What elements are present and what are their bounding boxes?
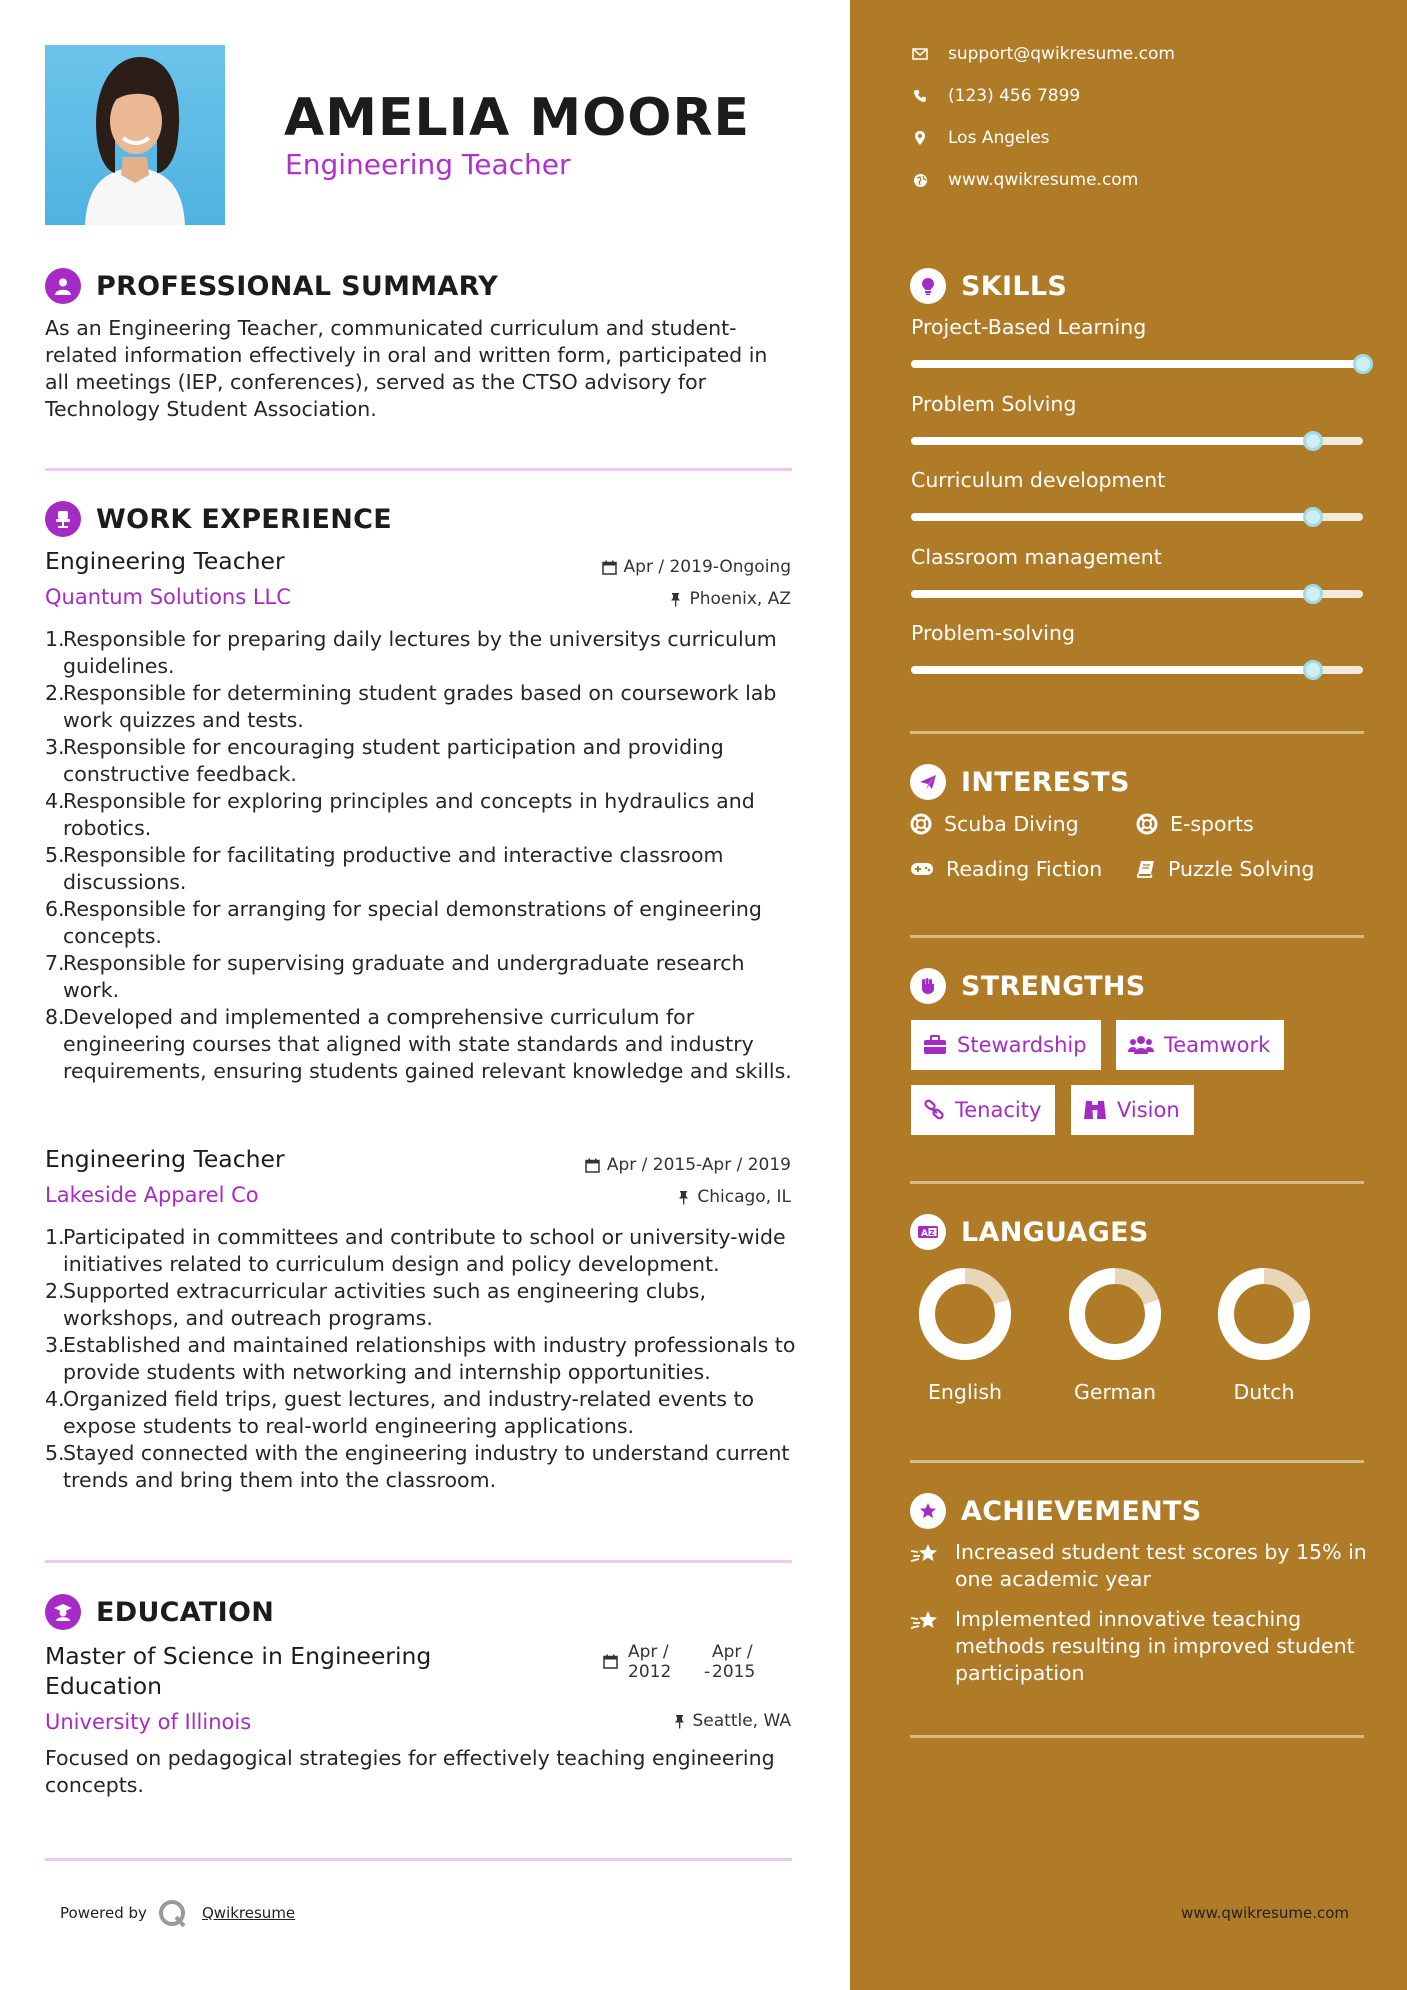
- skill-level-knob: [1353, 354, 1373, 374]
- job-location: [677, 1187, 791, 1207]
- divider: [910, 1460, 1364, 1463]
- skill-level-knob: [1303, 660, 1323, 680]
- duty-number: 1.: [45, 1225, 65, 1249]
- skill-bar-fill: [911, 513, 1313, 521]
- job-duties: [45, 626, 800, 1085]
- duty-number: 1.: [45, 627, 65, 651]
- duty-number: 4.: [45, 1387, 65, 1411]
- shooting-star-icon: [910, 1609, 940, 1633]
- briefcase-icon: [923, 1035, 947, 1055]
- job-duties: [45, 1224, 800, 1494]
- interest-label: Reading Fiction: [946, 857, 1103, 881]
- users-icon: [1128, 1035, 1154, 1055]
- qwikresume-link[interactable]: Qwikresume: [202, 1904, 296, 1922]
- skill-bar: [911, 437, 1363, 445]
- globe-icon: [913, 173, 928, 188]
- shooting-star-icon: [910, 1542, 940, 1566]
- skill-level-knob: [1303, 507, 1323, 527]
- contact-website[interactable]: [912, 170, 1138, 190]
- duty-text: Established and maintained relationships with industry professionals to provide students with networking and internship opportunities.: [63, 1333, 796, 1384]
- strength-label: Tenacity: [955, 1098, 1042, 1122]
- user-icon: [45, 268, 81, 304]
- duty-number: 7.: [45, 951, 65, 975]
- achievement-text: Increased student test scores by 15% in one academic year: [955, 1540, 1367, 1591]
- duty-number: 8.: [45, 1005, 65, 1029]
- language-ring: [915, 1264, 1015, 1364]
- calendar-icon: [585, 1158, 600, 1173]
- divider: [910, 935, 1364, 938]
- achievements-heading: [910, 1493, 1202, 1529]
- skill-bar-fill: [911, 437, 1313, 445]
- skill-bar-fill: [911, 360, 1363, 368]
- duty-number: 2.: [45, 1279, 65, 1303]
- summary-heading: [45, 268, 498, 304]
- footer-site: www.qwikresume.com: [1181, 1904, 1349, 1922]
- duty-text: Responsible for supervising graduate and undergraduate research work.: [63, 951, 745, 1002]
- star-badge-icon: [910, 1493, 946, 1529]
- duty-item: [45, 842, 800, 896]
- education-heading: [45, 1594, 274, 1630]
- education-location: [673, 1711, 792, 1731]
- strength-badge: [911, 1085, 1055, 1135]
- interest-item: [1136, 857, 1314, 881]
- skill-name: Curriculum development: [911, 468, 1166, 492]
- duty-number: 2.: [45, 681, 65, 705]
- job-date-text: Apr / 2019-Ongoing: [623, 557, 791, 577]
- interests-heading: [910, 764, 1130, 800]
- contact-website-text: www.qwikresume.com: [948, 170, 1139, 190]
- skill-bar: [911, 360, 1363, 368]
- duty-number: 5.: [45, 843, 65, 867]
- interest-item: [910, 812, 1079, 836]
- education-location-text: Seattle, WA: [692, 1711, 791, 1731]
- svg-text:A: A: [921, 1229, 928, 1239]
- languages-title: LANGUAGES: [961, 1216, 1149, 1248]
- pushpin-icon: [673, 1714, 686, 1729]
- strength-badge: [911, 1020, 1101, 1070]
- language-name: German: [1073, 1380, 1157, 1404]
- duty-text: Responsible for exploring principles and concepts in hydraulics and robotics.: [63, 789, 755, 840]
- link-icon: [923, 1099, 945, 1121]
- sidebar: [850, 0, 1407, 1990]
- achievement-text: Implemented innovative teaching methods resulting in improved student participation: [955, 1607, 1355, 1685]
- education-start-year: 2012: [628, 1662, 672, 1682]
- skill-name: Problem Solving: [911, 391, 1077, 416]
- contact-phone[interactable]: [912, 86, 1080, 106]
- duty-item: [45, 680, 800, 734]
- skills-heading: [910, 268, 1067, 304]
- binoculars-icon: [1083, 1099, 1107, 1121]
- life-ring-icon: [1136, 813, 1158, 835]
- candidate-role: Engineering Teacher: [285, 148, 571, 181]
- envelope-icon: [912, 48, 928, 60]
- duty-text: Responsible for arranging for special demonstrations of engineering concepts.: [63, 897, 762, 948]
- skill-level-knob: [1303, 431, 1323, 451]
- education-school: University of Illinois: [45, 1710, 252, 1734]
- strengths-heading: [910, 968, 1146, 1004]
- duty-item: [45, 1332, 800, 1386]
- pushpin-icon: [669, 592, 682, 607]
- candidate-name: AMELIA MOORE: [284, 88, 751, 148]
- paper-plane-icon: [910, 764, 946, 800]
- achievement-item: [910, 1539, 1370, 1593]
- duty-item: [45, 950, 800, 1004]
- job-title: Engineering Teacher: [45, 547, 285, 575]
- svg-text:Z: Z: [929, 1229, 935, 1237]
- achievements-title: ACHIEVEMENTS: [961, 1495, 1202, 1527]
- skill-name: Classroom management: [911, 544, 1162, 569]
- powered-by-label: Powered by: [60, 1904, 147, 1922]
- duty-text: Organized field trips, guest lectures, and industry-related events to expose students to real-world engineering applications.: [63, 1387, 755, 1438]
- education-end: [712, 1642, 755, 1682]
- job-location-text: Chicago, IL: [697, 1187, 791, 1207]
- profile-photo: [45, 45, 225, 225]
- phone-icon: [913, 89, 927, 103]
- language-name: Dutch: [1233, 1380, 1295, 1404]
- language-ring: [1065, 1264, 1165, 1364]
- interest-label: Scuba Diving: [944, 812, 1079, 836]
- duty-text: Responsible for encouraging student participation and providing constructive feedback.: [63, 735, 724, 786]
- strength-badge: [1116, 1020, 1284, 1070]
- strength-label: Vision: [1117, 1098, 1180, 1122]
- duty-text: Supported extracurricular activities such as engineering clubs, workshops, and outreach programs.: [63, 1279, 707, 1330]
- duty-number: 3.: [45, 735, 65, 759]
- office-chair-icon: [45, 501, 81, 537]
- education-description: Focused on pedagogical strategies for effectively teaching engineering concepts.: [45, 1746, 775, 1797]
- skill-name: Problem-solving: [911, 621, 1075, 645]
- language-name: English: [927, 1380, 1003, 1404]
- education-title: EDUCATION: [96, 1596, 275, 1628]
- job-location: [669, 589, 791, 609]
- divider: [910, 1735, 1364, 1738]
- skill-bar-fill: [911, 666, 1313, 674]
- interests-title: INTERESTS: [961, 766, 1130, 798]
- strength-label: Stewardship: [957, 1033, 1087, 1057]
- skill-bar-fill: [911, 590, 1313, 598]
- lightbulb-icon: [910, 268, 946, 304]
- education-end-month: Apr /: [712, 1642, 753, 1662]
- fist-icon: [910, 968, 946, 1004]
- education-end-year: 2015: [712, 1662, 756, 1682]
- duty-number: 4.: [45, 789, 65, 813]
- contact-phone-text: (123) 456 7899: [948, 86, 1081, 106]
- contact-location-text: Los Angeles: [948, 128, 1050, 148]
- duty-item: [45, 788, 800, 842]
- duty-text: Responsible for determining student grades based on coursework lab work quizzes and tests.: [63, 681, 777, 732]
- duty-text: Participated in committees and contribute to school or university-wide initiatives related to curriculum design and policy development.: [63, 1225, 786, 1276]
- achievement-item: [910, 1606, 1370, 1687]
- qwikresume-logo-icon: [157, 1898, 189, 1934]
- duty-number: 6.: [45, 897, 65, 921]
- duty-item: [45, 1386, 800, 1440]
- divider: [45, 468, 792, 471]
- contact-location: [912, 128, 1050, 148]
- summary-title: PROFESSIONAL SUMMARY: [96, 270, 499, 302]
- job-date: [585, 1155, 791, 1175]
- strengths-title: STRENGTHS: [961, 970, 1146, 1002]
- education-date-separator: -: [704, 1662, 711, 1682]
- translate-icon: [910, 1214, 946, 1250]
- duty-item: [45, 1440, 800, 1494]
- duty-item: [45, 626, 800, 680]
- duty-text: Responsible for preparing daily lectures by the universitys curriculum guidelines.: [63, 627, 777, 678]
- experience-title: WORK EXPERIENCE: [96, 503, 392, 535]
- strength-badge: [1071, 1085, 1194, 1135]
- skills-title: SKILLS: [961, 270, 1068, 302]
- education-degree: Master of Science in Engineering Education: [45, 1642, 432, 1700]
- life-ring-icon: [910, 813, 932, 835]
- divider: [45, 1560, 792, 1563]
- languages-heading: [910, 1214, 1149, 1250]
- skill-bar: [911, 513, 1363, 521]
- summary-text: As an Engineering Teacher, communicated curriculum and student-related information effectively in oral and written form, participated in all meetings (IEP, conferences), served as the CTSO advisory for Technology Student Association.: [45, 316, 768, 421]
- interest-label: Puzzle Solving: [1168, 857, 1315, 881]
- calendar-icon: [602, 560, 617, 575]
- divider: [910, 1181, 1364, 1184]
- skill-level-knob: [1303, 584, 1323, 604]
- job-company: Lakeside Apparel Co: [45, 1183, 259, 1207]
- strength-label: Teamwork: [1164, 1033, 1271, 1057]
- contact-email[interactable]: [912, 44, 1175, 64]
- divider: [910, 731, 1364, 734]
- duty-number: 3.: [45, 1333, 65, 1357]
- job-date: [602, 557, 791, 577]
- book-icon: [1136, 859, 1156, 879]
- duty-item: [45, 1004, 800, 1085]
- interest-label: E-sports: [1170, 812, 1254, 836]
- duty-text: Responsible for facilitating productive and interactive classroom discussions.: [63, 843, 724, 894]
- gamepad-icon: [910, 861, 934, 877]
- education-start-month: Apr /: [628, 1642, 669, 1662]
- skill-name: Project-Based Learning: [911, 315, 1147, 339]
- education-start: [628, 1642, 671, 1682]
- job-title: Engineering Teacher: [45, 1145, 285, 1173]
- job-date-text: Apr / 2015-Apr / 2019: [606, 1155, 791, 1175]
- skill-bar: [911, 590, 1363, 598]
- calendar-icon: [603, 1654, 618, 1669]
- interest-item: [1136, 812, 1254, 836]
- skill-bar: [911, 666, 1363, 674]
- experience-heading: [45, 501, 392, 537]
- pushpin-icon: [677, 1190, 690, 1205]
- duty-text: Stayed connected with the engineering industry to understand current trends and bring them into the classroom.: [63, 1441, 790, 1492]
- duty-item: [45, 896, 800, 950]
- graduate-icon: [45, 1594, 81, 1630]
- language-ring: [1214, 1264, 1314, 1364]
- duty-item: [45, 1278, 800, 1332]
- job-company: Quantum Solutions LLC: [45, 585, 291, 609]
- map-marker-icon: [914, 130, 926, 146]
- contact-email-text: support@qwikresume.com: [948, 44, 1175, 64]
- duty-item: [45, 1224, 800, 1278]
- duty-text: Developed and implemented a comprehensive curriculum for engineering courses that aligned with state standards and industry requirements, ensuring students gained relevant knowledge and skills.: [63, 1005, 792, 1083]
- duty-number: 5.: [45, 1441, 65, 1465]
- duty-item: [45, 734, 800, 788]
- job-location-text: Phoenix, AZ: [689, 589, 791, 609]
- divider: [45, 1858, 792, 1861]
- interest-item: [910, 857, 1102, 881]
